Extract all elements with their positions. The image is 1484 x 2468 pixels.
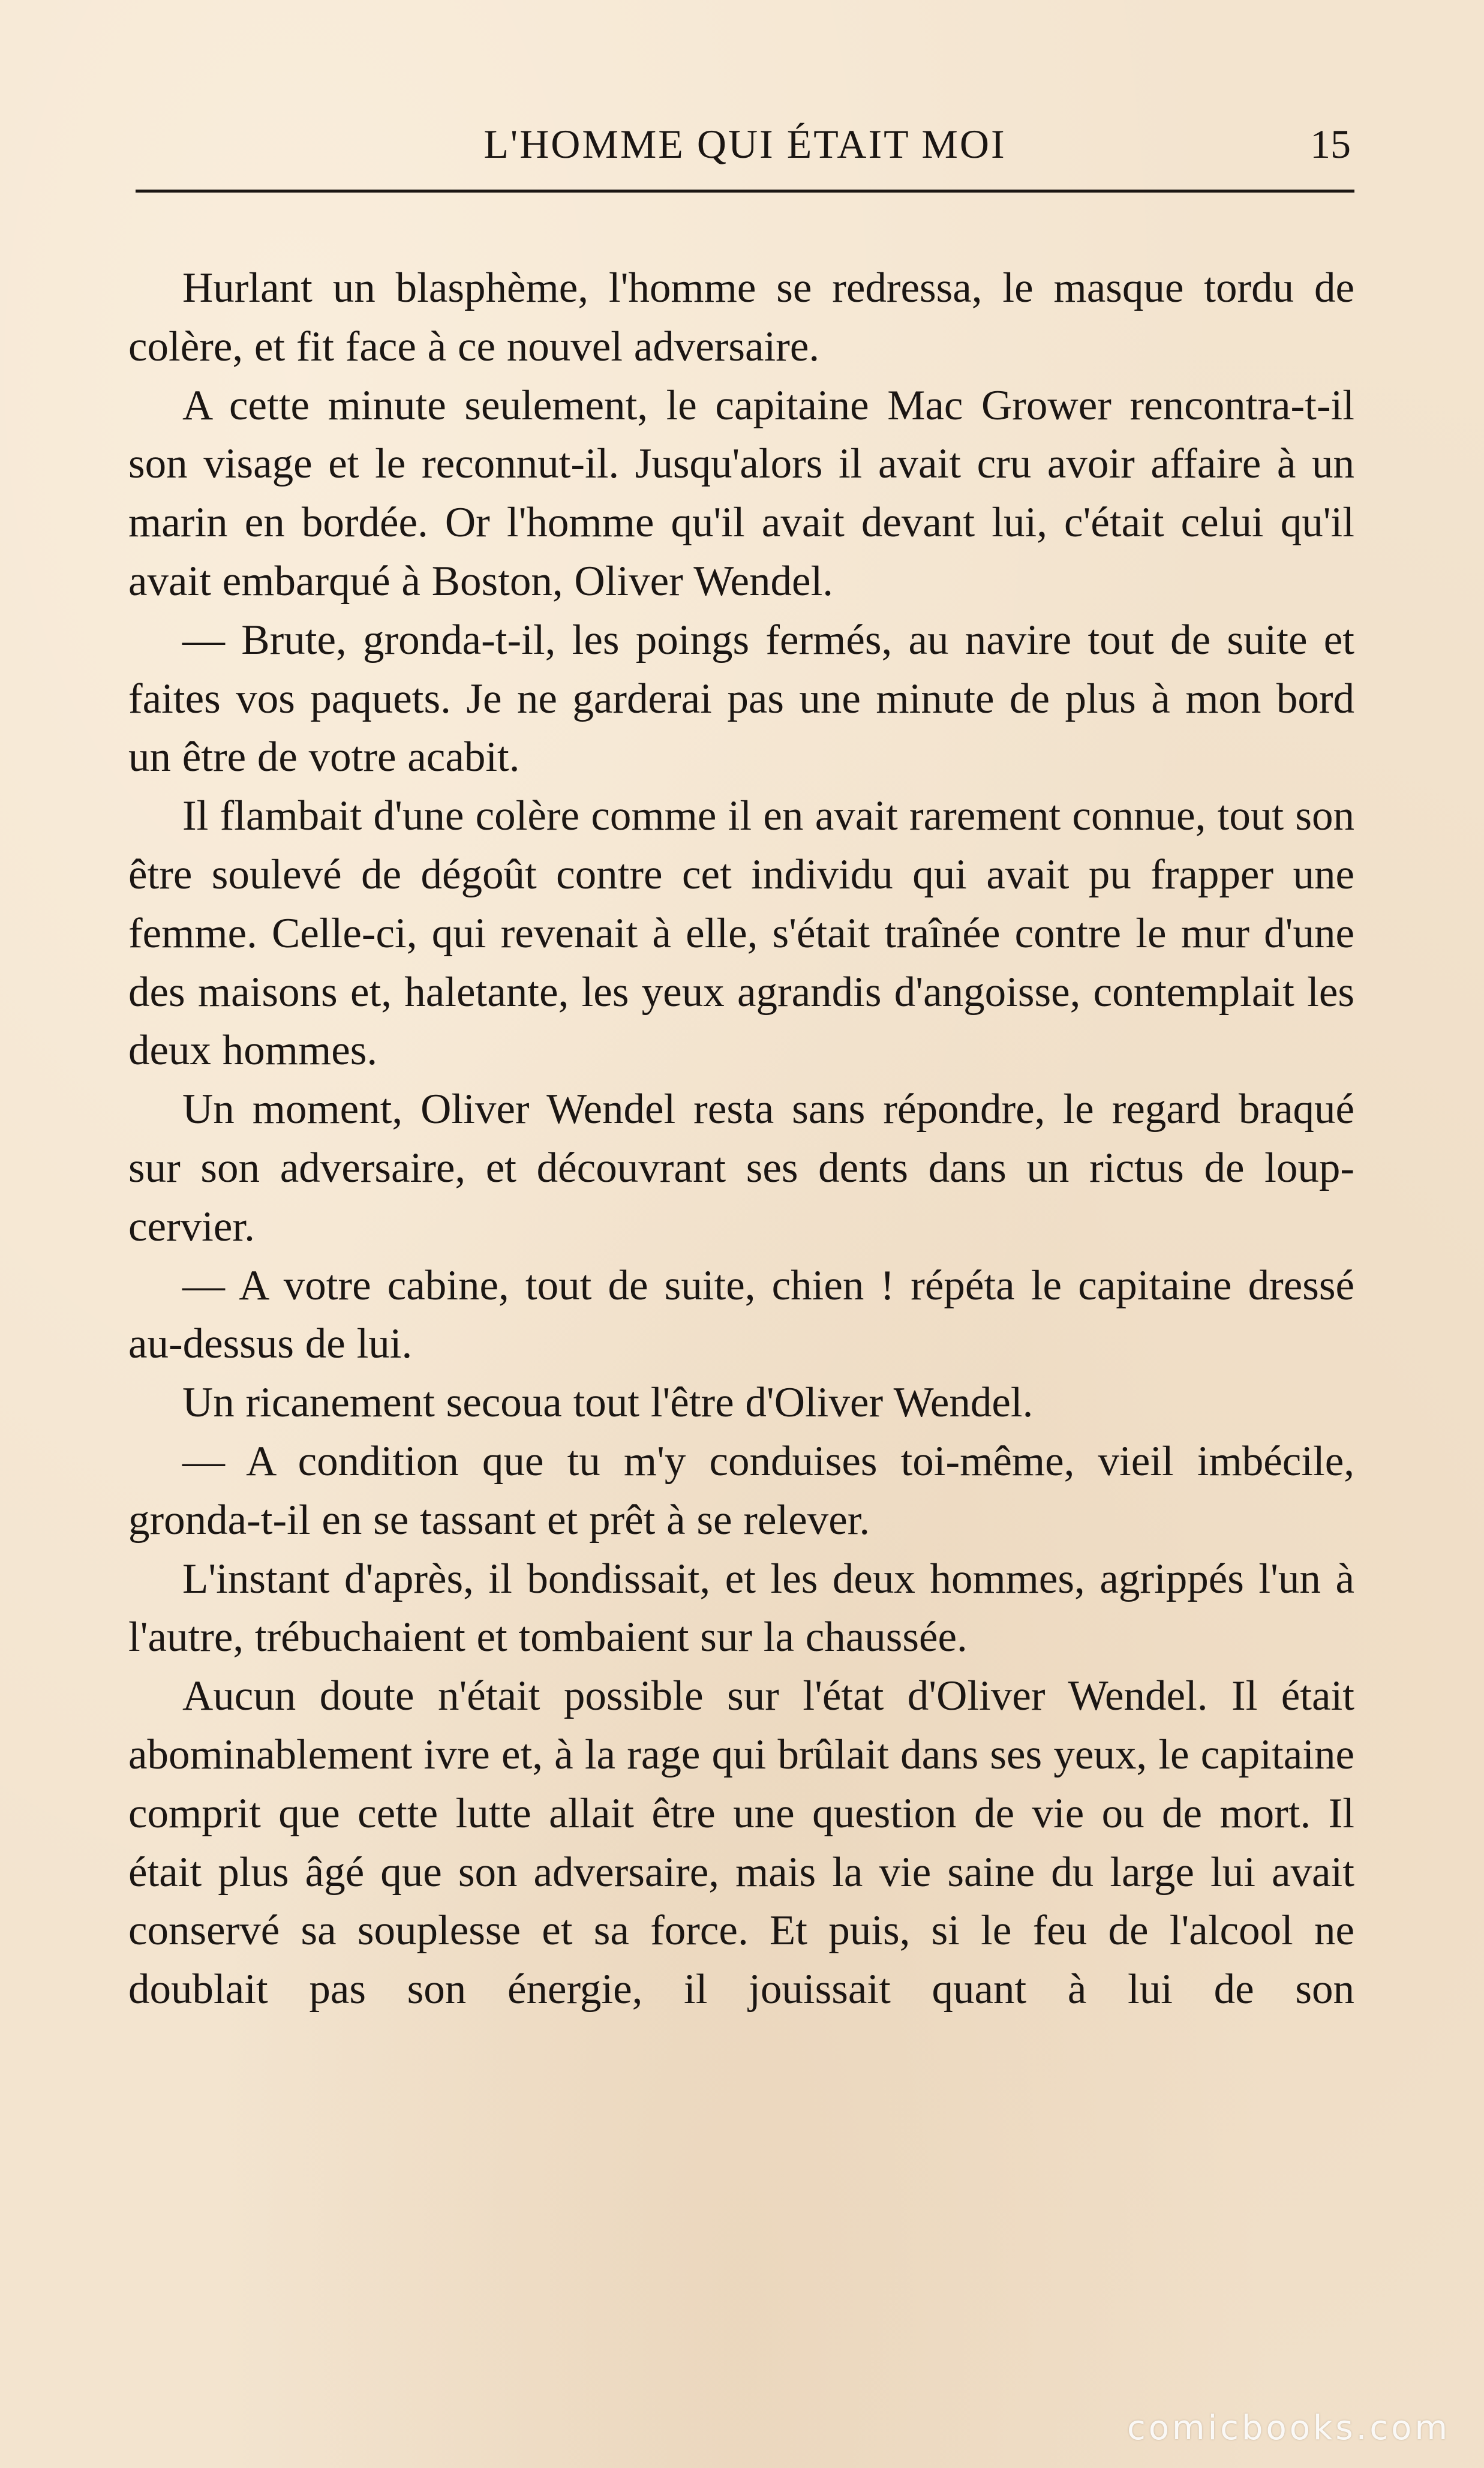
watermark: comicbooks.com [1126, 2409, 1450, 2448]
paragraph-10: Aucun doute n'était possible sur l'état d'Oliver Wendel. Il était abominablement ivre et, à la rage qui brûlait dans ses yeux, le capitaine comprit que cette lutte allait être une question de vie ou de mort. Il était plus âgé que son adversaire, mais la vie saine du large lui avait conservé sa souplesse et sa force. Et puis, si le feu de l'alcool ne doublait pas son énergie, il jouissait quant à lui de son [128, 1673, 1354, 2013]
paragraph-1: Hurlant un blasphème, l'homme se redressa, le masque tordu de colère, et fit face à ce nouvel adversaire. [128, 265, 1354, 370]
paragraph-5: Un moment, Oliver Wendel resta sans répondre, le regard braqué sur son adversaire, et découvrant ses dents dans un rictus de loup-cervier. [128, 1086, 1354, 1250]
paragraph-2: A cette minute seulement, le capitaine Mac Grower rencontra-t-il son visage et le reconnut-il. Jusqu'alors il avait cru avoir affaire à un marin en bordée. Or l'homme qu'il avait devant lui, c'était celui qu'il avait embarqué à Boston, Oliver Wendel. [128, 382, 1354, 605]
paragraph-4: Il flambait d'une colère comme il en avait rarement connue, tout son être soulevé de dégoût contre cet individu qui avait pu frapper une femme. Celle-ci, qui revenait à elle, s'était traînée contre le mur d'une des maisons et, haletante, les yeux agrandis d'angoisse, contemplait les deux hommes. [128, 792, 1354, 1074]
paragraph-7: Un ricanement secoua tout l'être d'Oliver Wendel. [182, 1379, 1034, 1427]
body-text [128, 259, 1354, 2019]
paragraph-8: — A condition que tu m'y conduises toi-même, vieil imbécile, gronda-t-il en se tassant et prêt à se relever. [128, 1437, 1354, 1544]
header-rule [136, 190, 1354, 193]
running-title: L'HOMME QUI ÉTAIT MOI [483, 121, 1007, 167]
paragraph-6: — A votre cabine, tout de suite, chien ! répéta le capitaine dressé au-dessus de lui. [128, 1262, 1354, 1368]
page-number: 15 [1310, 121, 1351, 167]
paragraph-9: L'instant d'après, il bondissait, et les deux hommes, agrippés l'un à l'autre, trébuchaient et tombaient sur la chaussée. [128, 1555, 1354, 1661]
running-head [136, 114, 1354, 180]
paragraph-3: — Brute, gronda-t-il, les poings fermés, au navire tout de suite et faites vos paquets. Je ne garderai pas une minute de plus à mon bord un être de votre acabit. [128, 616, 1354, 781]
